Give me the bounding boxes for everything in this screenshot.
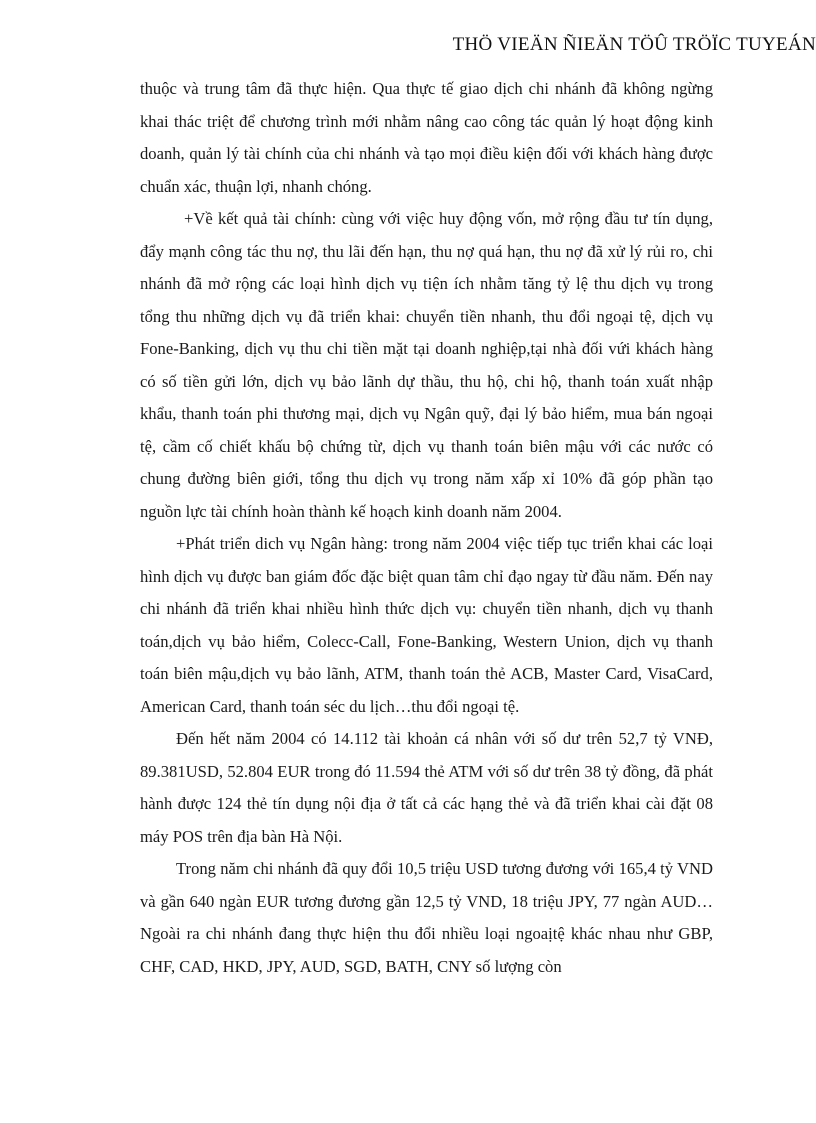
paragraph-5: Trong năm chi nhánh đã quy đổi 10,5 triệu USD tương đương với 165,4 tỷ VND và gần 640 ngàn EUR tương đương gần 12,5 tỷ VND, 18 triệu JPY, 77 ngàn AUD… Ngoài ra chi nhánh đang thực hiện thu đổi nhiều loại ngoaịtệ khác nhau như GBP, CHF, CAD, HKD, JPY, AUD, SGD, BATH, CNY số lượng còn [140,859,713,976]
page-header: THÖ VIEÄN ÑIEÄN TÖÛ TRÖÏC TUYEÁN [452,34,816,55]
paragraph-2: +Về kết quả tài chính: cùng với việc huy động vốn, mở rộng đầu tư tín dụng, đẩy mạnh công tác thu nợ, thu lãi đến hạn, thu nợ quá hạn, thu nợ đã xử lý rủi ro, chi nhánh đã mở rộng các loại hình dịch vụ tiện ích nhằm tăng tỷ lệ thu dịch vụ trong tổng thu những dịch vụ đã triển khai: chuyển tiền nhanh, thu đổi ngoại tệ, dịch vụ Fone-Banking, dịch vụ thu chi tiền mặt tại doanh nghiệp,tại nhà đối vứi khách hàng có số tiền gửi lớn, dịch vụ bảo lãnh dự thầu, thu hộ, chi hộ, thanh toán xuất nhập khẩu, thanh toán phi thương mại, dịch vụ Ngân quỹ, đại lý bảo hiểm, mua bán ngoại tệ, cầm cố chiết khấu bộ chứng từ, dịch vụ thanh toán biên mậu với các nước có chung đường biên giới, tổng thu dịch vụ trong năm xấp xỉ 10% đã góp phần tạo nguồn lực tài chính hoàn thành kế hoạch kinh doanh năm 2004. [140,209,713,521]
document-body [140,73,713,983]
paragraph-4: Đến hết năm 2004 có 14.112 tài khoản cá nhân với số dư trên 52,7 tỷ VNĐ, 89.381USD, 52.804 EUR trong đó 11.594 thẻ ATM với số dư trên 38 tỷ đồng, đã phát hành được 124 thẻ tín dụng nội địa ở tất cả các hạng thẻ và đã triển khai cài đặt 08 máy POS trên địa bàn Hà Nội. [140,729,713,846]
paragraph-3: +Phát triển dich vụ Ngân hàng: trong năm 2004 việc tiếp tục triển khai các loại hình dịch vụ được ban giám đốc đặc biệt quan tâm chỉ đạo ngay từ đầu năm. Đến nay chi nhánh đã triển khai nhiều hình thức dịch vụ: chuyển tiền nhanh, dịch vụ thanh toán,dịch vụ bảo hiểm, Colecc-Call, Fone-Banking, Western Union, dịch vụ thanh toán biên mậu,dịch vụ bảo lãnh, ATM, thanh toán thẻ ACB, Master Card, VisaCard, American Card, thanh toán séc du lịch…thu đổi ngoại tệ. [140,534,713,716]
paragraph-1: thuộc và trung tâm đã thực hiện. Qua thực tế giao dịch chi nhánh đã không ngừng khai thác triệt để chương trình mới nhằm nâng cao công tác quản lý hoạt động kinh doanh, quản lý tài chính của chi nhánh và tạo mọi điều kiện đối với khách hàng được chuẩn xác, thuận lợi, nhanh chóng. [140,79,713,196]
